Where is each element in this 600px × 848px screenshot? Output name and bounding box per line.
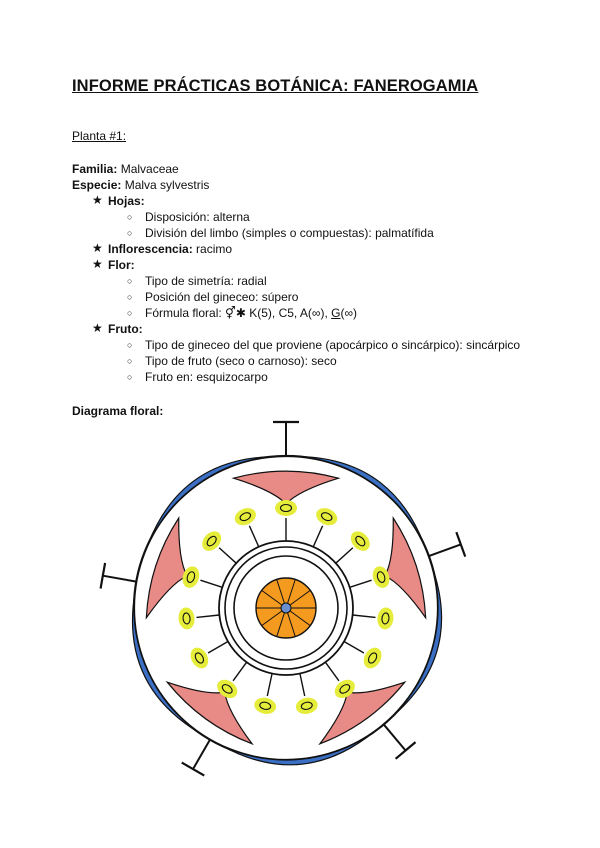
- hojas-item: División del limbo (simples o compuestas): palmatífida: [145, 226, 434, 240]
- ovary-center: [281, 603, 291, 613]
- bract-bar: [182, 763, 205, 776]
- page-title: INFORME PRÁCTICAS BOTÁNICA: FANEROGAMIA: [72, 77, 479, 95]
- circle-bullet-icon: ○: [127, 340, 133, 350]
- floral-formula-suffix: (∞): [340, 306, 358, 320]
- circle-bullet-icon: ○: [127, 308, 133, 318]
- star-bullet-icon: ★: [92, 321, 103, 335]
- anther: [281, 505, 292, 512]
- flor-label: Flor:: [108, 258, 135, 272]
- bract-stalk: [193, 740, 210, 769]
- circle-bullet-icon: ○: [127, 292, 133, 302]
- plant-label: Planta #1:: [72, 129, 127, 143]
- flor-item: Tipo de simetría: radial: [145, 274, 267, 288]
- star-bullet-icon: ★: [92, 193, 103, 207]
- hojas-label: Hojas:: [108, 194, 145, 208]
- circle-bullet-icon: ○: [127, 356, 133, 366]
- fruto-item: Tipo de fruto (seco o carnoso): seco: [145, 354, 337, 368]
- bract-bar: [396, 742, 416, 759]
- floral-formula-gineceo: G: [331, 306, 341, 320]
- bract-stalk: [384, 724, 406, 750]
- circle-bullet-icon: ○: [127, 372, 133, 382]
- fruto-item: Fruto en: esquizocarpo: [145, 370, 268, 384]
- especie-value: Malva sylvestris: [124, 178, 210, 192]
- floral-formula-prefix: Fórmula floral: ⚥✱ K(5), C5, A(∞),: [145, 306, 332, 320]
- bract-bar: [456, 532, 465, 556]
- inflorescencia-value: racimo: [196, 242, 233, 256]
- flor-item: Posición del gineceo: súpero: [145, 290, 299, 304]
- bract-stalk: [103, 576, 136, 582]
- familia-value: Malvaceae: [120, 162, 179, 176]
- diagram-label: Diagrama floral:: [72, 404, 164, 418]
- star-bullet-icon: ★: [92, 241, 103, 255]
- bract-stalk: [429, 544, 461, 556]
- fruto-item: Tipo de gineceo del que proviene (apocárpico o sincárpico): sincárpico: [145, 338, 521, 352]
- star-bullet-icon: ★: [92, 257, 103, 271]
- inflorescencia-label: Inflorescencia:: [108, 242, 193, 256]
- hojas-item: Disposición: alterna: [145, 210, 250, 224]
- circle-bullet-icon: ○: [127, 228, 133, 238]
- familia-label: Familia:: [72, 162, 118, 176]
- especie-label: Especie:: [72, 178, 122, 192]
- circle-bullet-icon: ○: [127, 212, 133, 222]
- circle-bullet-icon: ○: [127, 276, 133, 286]
- fruto-label: Fruto:: [108, 322, 143, 336]
